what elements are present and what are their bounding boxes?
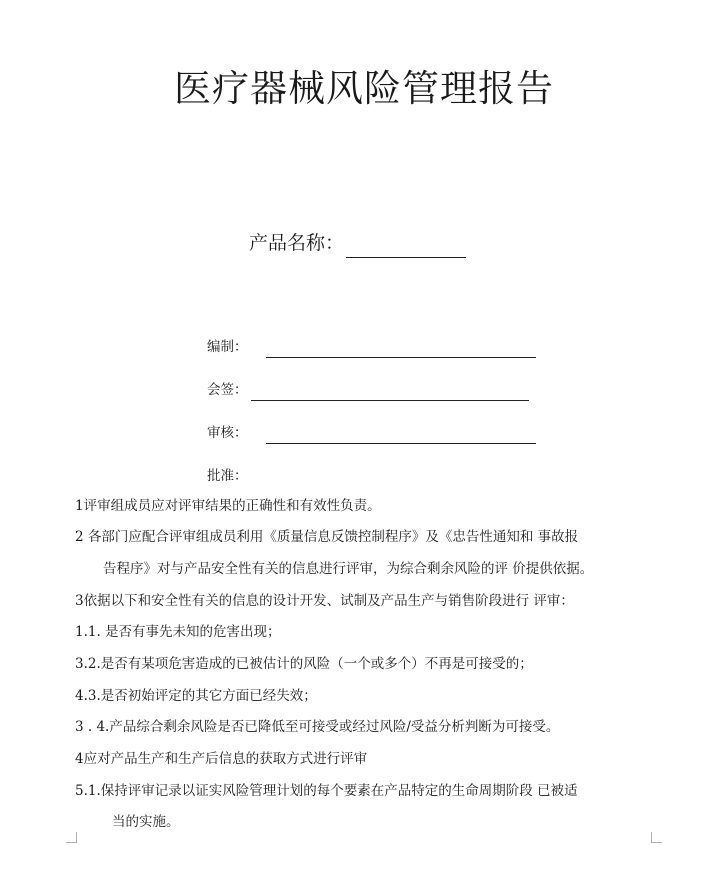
countersign-row	[207, 379, 529, 401]
paragraph: 3.2.是否有某项危害造成的已被估计的风险（一个或多个）不再是可接受的；	[75, 656, 533, 672]
page-corner-mark	[66, 832, 77, 843]
paragraph: 4.3.是否初始评定的其它方面已经失效；	[75, 688, 317, 704]
review-label: 审核：	[207, 425, 248, 441]
page-corner-mark	[651, 832, 662, 843]
paragraph: 告程序》对与产品安全性有关的信息进行评审，为综合剩余风险的评 价提供依据。	[103, 561, 594, 577]
paragraph: 当的实施。	[112, 814, 180, 830]
approve-label: 批准：	[207, 468, 248, 484]
countersign-label: 会签：	[207, 382, 248, 398]
review-row	[207, 422, 536, 444]
product-name-label: 产品名称：	[249, 232, 345, 254]
paragraph: 1评审组成员应对评审结果的正确性和有效性负责。	[75, 498, 381, 514]
compile-line	[266, 342, 536, 358]
product-name-row	[249, 228, 466, 258]
product-name-blank	[346, 235, 466, 258]
document-title: 医疗器械风险管理报告	[174, 67, 554, 110]
review-line	[266, 428, 536, 444]
paragraph: 3依据以下和安全性有关的信息的设计开发、试制及产品生产与销售阶段进行 评审：	[75, 593, 574, 609]
compile-label: 编制：	[207, 339, 248, 355]
compile-row	[207, 336, 536, 358]
paragraph: 2 各部门应配合评审组成员利用《质量信息反馈控制程序》及《忠告性通知和 事故报	[75, 529, 579, 545]
paragraph: 1.1. 是否有事先未知的危害出现；	[75, 624, 281, 640]
approve-row	[207, 465, 248, 487]
paragraph: 3 . 4.产品综合剩余风险是否已降低至可接受或经过风险/受益分析判断为可接受。	[75, 719, 560, 735]
paragraph: 4应对产品生产和生产后信息的获取方式进行评审	[75, 751, 368, 767]
paragraph: 5.1.保持评审记录以证实风险管理计划的每个要素在产品特定的生命周期阶段 已被适	[75, 783, 578, 799]
countersign-line	[251, 385, 529, 401]
